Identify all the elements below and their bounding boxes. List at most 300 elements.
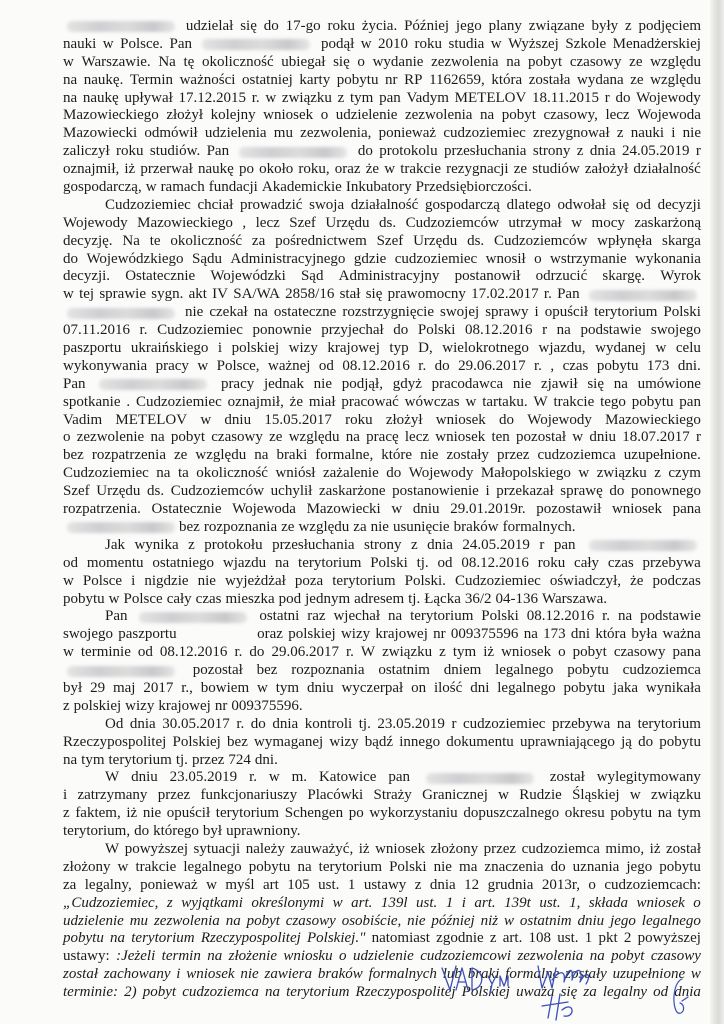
- word: ust.: [318, 876, 340, 893]
- handwritten-initial-mark: [668, 975, 694, 1017]
- word: z: [410, 536, 418, 553]
- word: oznajmił,: [227, 393, 284, 410]
- word: Cudzoziemiec: [135, 393, 222, 410]
- word: pobyt: [611, 948, 645, 965]
- word: naukę.: [83, 71, 124, 88]
- word: 36/2: [464, 590, 492, 607]
- text-line: [63, 107, 701, 125]
- word: sprawy: [485, 304, 529, 321]
- word: 24.05.2019: [622, 143, 690, 160]
- word: wykonywania: [63, 357, 148, 374]
- word: z: [654, 465, 661, 482]
- word: pana: [672, 501, 701, 518]
- word: w: [63, 644, 74, 661]
- text-line: [63, 644, 701, 662]
- word: czasowy: [211, 429, 263, 446]
- text-line: [63, 537, 701, 555]
- word: 2858/16: [285, 286, 335, 303]
- word: 105: [287, 876, 310, 893]
- word: z: [188, 536, 195, 553]
- text-line: [63, 179, 701, 197]
- word: art.: [474, 894, 496, 911]
- word: się: [587, 375, 605, 392]
- word: udzielał: [185, 18, 234, 34]
- word: były: [591, 18, 619, 34]
- word: się: [560, 984, 578, 1001]
- word: wniosek: [435, 411, 486, 428]
- word: momentu: [86, 554, 144, 571]
- word: przekazał: [496, 483, 554, 500]
- word: braków: [317, 966, 363, 983]
- word: bez: [179, 518, 200, 535]
- text-line: [63, 233, 701, 251]
- word: roku: [116, 143, 144, 160]
- word: sytuacji: [193, 840, 241, 857]
- word: swojego: [650, 322, 701, 339]
- word: trakcie: [553, 393, 595, 410]
- word: związku: [596, 465, 647, 482]
- word: tę: [183, 53, 195, 70]
- text-line: [63, 215, 701, 233]
- redacted-name: [67, 666, 175, 677]
- word: jego: [610, 912, 636, 929]
- word: w: [108, 590, 120, 607]
- word: związku: [281, 89, 332, 106]
- word: Ostatecznie: [125, 268, 196, 285]
- word: znaczenia: [484, 858, 544, 875]
- text-line: [63, 483, 701, 501]
- word: ,: [550, 357, 555, 374]
- word: dnia: [429, 876, 456, 893]
- word: nie: [420, 447, 439, 464]
- word: pan: [379, 89, 401, 106]
- word: w: [63, 286, 74, 303]
- word: kolejny: [210, 107, 256, 124]
- text-line: [63, 769, 701, 787]
- word: które: [381, 447, 413, 464]
- word: legalnego: [183, 858, 242, 875]
- word: fundacji: [208, 179, 258, 196]
- word: decyzji.: [63, 268, 111, 285]
- word: Termin: [129, 71, 174, 88]
- text-line: [63, 591, 701, 609]
- word: paszportu: [63, 340, 122, 357]
- text-line: [63, 555, 701, 573]
- text-line: [63, 251, 701, 269]
- word: Rzeczypospolitej: [355, 984, 456, 1001]
- word: mocy: [591, 214, 625, 231]
- word: do: [615, 89, 631, 106]
- word: Pan: [63, 375, 86, 392]
- word: zezwolenie: [76, 429, 145, 446]
- word: w: [332, 894, 343, 911]
- word: o: [693, 894, 701, 911]
- word: Mazowiecki: [63, 125, 138, 142]
- word: podstawie: [580, 322, 642, 339]
- word: dnia: [272, 715, 299, 732]
- word: ust.: [539, 894, 561, 911]
- word: W: [105, 769, 120, 786]
- word: Cudzoziemców: [170, 483, 265, 500]
- word: czas: [195, 590, 222, 607]
- word: do: [393, 322, 409, 339]
- word: mieszka: [225, 590, 275, 607]
- word: 2017: [143, 679, 174, 696]
- word: założył: [584, 161, 629, 178]
- word: ust.: [557, 930, 579, 947]
- word: formalne: [505, 966, 560, 983]
- text-line: [63, 716, 701, 734]
- word: prowadzić: [239, 196, 303, 213]
- word: zaskarżone: [318, 483, 386, 500]
- text-line: [63, 304, 701, 322]
- word: czasowy: [613, 644, 666, 661]
- word: okoliczność: [170, 232, 243, 249]
- word: terytorium,: [63, 823, 131, 840]
- word: Wojewoda: [637, 107, 701, 124]
- word: iż: [124, 161, 136, 178]
- word: r.: [534, 357, 542, 374]
- word: wylegitymowany: [596, 769, 701, 786]
- word: przebywa: [642, 554, 701, 571]
- word: ponownie: [252, 322, 312, 339]
- word: umówione: [637, 375, 701, 392]
- word: zostały: [565, 966, 607, 983]
- word: roku: [327, 18, 355, 34]
- word: zażalenie: [322, 465, 379, 482]
- word: i: [131, 572, 136, 589]
- word: na: [616, 715, 632, 732]
- word: zezwolenia: [153, 912, 220, 929]
- word: na: [207, 948, 223, 965]
- word: W: [533, 393, 548, 410]
- word: w: [265, 89, 277, 106]
- word: nr: [214, 697, 228, 714]
- word: ramach: [160, 179, 205, 196]
- word: celu: [675, 340, 701, 357]
- word: formalnych.: [502, 518, 576, 535]
- word: terytorium: [298, 554, 362, 571]
- word: tym: [452, 644, 477, 661]
- word: dni.: [677, 357, 701, 374]
- word: ilość: [433, 679, 463, 696]
- word: tym: [275, 679, 300, 696]
- word: o: [534, 250, 542, 267]
- word: 29.01.2019r.: [450, 501, 526, 518]
- word: METELOV: [115, 411, 188, 428]
- word: bądź: [364, 733, 394, 750]
- word: Cudzoziemiec: [105, 196, 191, 213]
- word: 173: [646, 357, 670, 374]
- text-line: [63, 913, 701, 931]
- word: Vadim: [63, 411, 103, 428]
- word: upływał: [124, 89, 173, 106]
- redacted-name: [139, 612, 247, 623]
- word: terminie:: [63, 984, 118, 1001]
- word: pobyt: [528, 53, 563, 70]
- word: stał: [339, 286, 361, 303]
- word: trakcie: [135, 858, 177, 875]
- word: pobyt: [170, 429, 206, 446]
- word: rozpoznania: [203, 518, 278, 535]
- word: r.: [602, 608, 611, 625]
- word: art: [262, 876, 279, 893]
- word: dni: [470, 679, 490, 696]
- word: Straży: [373, 787, 412, 804]
- word: pośrednictwem: [275, 232, 367, 249]
- word: rozstrzygnięcie: [342, 304, 434, 321]
- word: złożył: [166, 107, 204, 124]
- word: dniu: [131, 769, 158, 786]
- word: około: [259, 161, 294, 178]
- word: Warszawie.: [81, 53, 151, 70]
- word: czas: [607, 554, 634, 571]
- word: Wojewody: [63, 214, 128, 231]
- word: grudnia: [487, 876, 534, 893]
- word: dniu: [224, 411, 252, 428]
- word: czasowy: [285, 912, 336, 929]
- word: strony: [364, 536, 402, 553]
- word: do: [249, 644, 265, 661]
- word: bez: [63, 447, 84, 464]
- word: r.: [139, 322, 148, 339]
- word: na: [253, 304, 268, 321]
- word: pracodawca: [431, 375, 504, 392]
- word: prawomocny: [387, 286, 466, 303]
- word: cudzoziemiec: [394, 250, 478, 267]
- redacted-name: [426, 773, 534, 784]
- word: pobytu: [563, 679, 606, 696]
- word: bez: [256, 662, 278, 679]
- word: został: [549, 769, 585, 786]
- word: przebywa: [551, 715, 611, 732]
- word: na: [254, 447, 269, 464]
- word: ds.: [379, 214, 397, 231]
- word: przesłuchania: [444, 143, 527, 160]
- word: legalny,: [84, 876, 132, 893]
- word: w: [498, 787, 510, 804]
- word: po: [238, 161, 254, 178]
- word: wówczas: [404, 393, 460, 410]
- word: gdzie: [353, 250, 387, 267]
- scan-page-edge: [710, 0, 724, 1024]
- word: myśl: [225, 876, 255, 893]
- word: naukę: [197, 161, 234, 178]
- word: do: [63, 250, 78, 267]
- word: rozpatrzenia.: [63, 501, 141, 518]
- word: miał: [308, 393, 336, 410]
- word: 2010: [378, 35, 409, 52]
- word: maj: [112, 679, 136, 696]
- word: na: [480, 107, 495, 124]
- word: w: [465, 393, 477, 410]
- word: Akademickie: [261, 179, 342, 196]
- word: Granicznej: [422, 787, 488, 804]
- word: zachowany: [103, 966, 171, 983]
- word: wyjątkami: [181, 894, 243, 911]
- word: dnia: [129, 715, 156, 732]
- word: wydanej: [595, 340, 646, 357]
- word: opuścił: [166, 805, 211, 822]
- word: nie: [185, 304, 204, 321]
- text-line: [63, 54, 701, 72]
- word: została: [528, 71, 571, 88]
- text-line: [63, 573, 701, 591]
- word: pobytu: [596, 357, 639, 374]
- word: cudzoziemca: [622, 662, 701, 679]
- word: Mazowieckiego: [137, 214, 233, 231]
- word: Sądu: [191, 250, 222, 267]
- word: pobyt: [501, 107, 536, 124]
- word: Szef: [289, 214, 316, 231]
- word: w: [257, 679, 268, 696]
- word: art.: [351, 894, 373, 911]
- word: terytorium: [594, 304, 658, 321]
- word: do: [434, 357, 450, 374]
- word: wynika: [134, 536, 179, 553]
- word: uważa: [516, 984, 555, 1001]
- word: dniu: [306, 679, 334, 696]
- word: z: [337, 89, 345, 106]
- word: Na: [158, 53, 176, 70]
- text-line: [63, 358, 701, 376]
- word: ubiegał: [281, 53, 326, 70]
- word: Polski: [389, 858, 427, 875]
- word: była: [631, 626, 658, 643]
- word: do: [609, 483, 625, 500]
- word: studia: [448, 35, 485, 52]
- text-line: [63, 823, 701, 841]
- word: pobytu: [248, 858, 291, 875]
- word: od: [635, 196, 651, 213]
- word: cudzoziemca: [182, 984, 259, 1001]
- word: pod: [278, 590, 302, 607]
- word: nauki: [63, 35, 97, 52]
- word: ważności: [179, 71, 236, 88]
- word: gospodarczą: [425, 196, 500, 213]
- word: lecz: [605, 107, 630, 124]
- word: 23.05.2019: [169, 769, 238, 786]
- word: termin: [161, 948, 201, 965]
- word: wyczerpał: [341, 679, 404, 696]
- word: studiów: [532, 161, 580, 178]
- word: do: [357, 143, 373, 160]
- text-line: [63, 734, 701, 752]
- word: usunięcie: [392, 518, 450, 535]
- word: czekał: [209, 304, 248, 321]
- word: Warszawa.: [542, 590, 608, 607]
- redacted-name: [99, 379, 207, 390]
- word: iż: [358, 840, 370, 857]
- word: Polski: [417, 322, 456, 339]
- word: dnia: [427, 536, 453, 553]
- word: w: [391, 501, 403, 518]
- word: Wojewódzkiego: [86, 250, 184, 267]
- word: z: [63, 697, 70, 714]
- word: za: [63, 876, 77, 893]
- word: na: [275, 554, 290, 571]
- word: krajowej: [158, 697, 211, 714]
- word: zatrzymany: [77, 787, 148, 804]
- word: należy: [245, 840, 285, 857]
- word: cudzoziemcach:: [604, 876, 701, 893]
- word: Polsce,: [216, 357, 260, 374]
- handwritten-signature: [440, 960, 620, 1024]
- word: na: [345, 429, 360, 446]
- word: swoja: [309, 196, 345, 213]
- word: z: [63, 805, 70, 822]
- word: pozostał: [192, 662, 243, 679]
- word: tartaku.: [482, 393, 528, 410]
- word: jego: [626, 858, 653, 875]
- word: Wojewody: [636, 89, 701, 106]
- word: określonymi: [251, 894, 325, 911]
- word: polskiej: [288, 626, 336, 643]
- word: Placówki: [307, 787, 364, 804]
- word: Wyrok: [660, 268, 701, 285]
- word: Polski.: [404, 572, 446, 589]
- word: Cudzoziemiec: [157, 322, 243, 339]
- word: pozostał: [516, 429, 567, 446]
- text-line: [63, 930, 701, 948]
- word: Pan: [557, 286, 580, 303]
- word: Urzędu: [413, 232, 458, 249]
- word: lecz: [255, 214, 280, 231]
- word: Pan: [169, 35, 192, 52]
- word: 29.06.2017: [271, 644, 339, 661]
- word: ds.: [467, 232, 485, 249]
- word: 173: [543, 626, 566, 643]
- word: pracy: [155, 357, 189, 374]
- word: 29.06.2017: [458, 357, 526, 374]
- word: decyzji: [657, 196, 701, 213]
- word: 1162659,: [429, 71, 485, 88]
- text-line: [63, 501, 701, 519]
- word: pobytu: [63, 930, 104, 947]
- word: akt: [188, 286, 207, 303]
- word: uprawniającego: [519, 733, 615, 750]
- word: Śląskiej: [572, 787, 620, 804]
- word: na: [110, 930, 126, 947]
- word: na: [297, 858, 312, 875]
- word: po: [348, 805, 364, 822]
- word: tej: [79, 286, 95, 303]
- word: okoliczność: [201, 53, 274, 70]
- word: krajowej: [375, 626, 428, 643]
- word: wniosek: [375, 840, 426, 857]
- word: iż: [126, 805, 138, 822]
- word: r.: [251, 89, 260, 106]
- word: do: [250, 715, 266, 732]
- word: odmówił: [144, 125, 198, 142]
- word: ten: [491, 429, 510, 446]
- word: ta: [177, 465, 189, 482]
- word: Administracyjnego: [230, 250, 346, 267]
- word: przez: [191, 751, 225, 768]
- word: względu: [195, 447, 247, 464]
- text-line: [63, 36, 701, 54]
- word: typ: [389, 340, 409, 357]
- word: tj.: [358, 715, 371, 732]
- word: tj.: [416, 554, 429, 571]
- word: r: [695, 143, 701, 160]
- word: spotkanie: [63, 393, 121, 410]
- word: do: [638, 733, 654, 750]
- word: terytorium: [637, 715, 701, 732]
- word: w: [197, 357, 209, 374]
- word: niż: [480, 912, 499, 929]
- word: czasowy: [650, 948, 701, 965]
